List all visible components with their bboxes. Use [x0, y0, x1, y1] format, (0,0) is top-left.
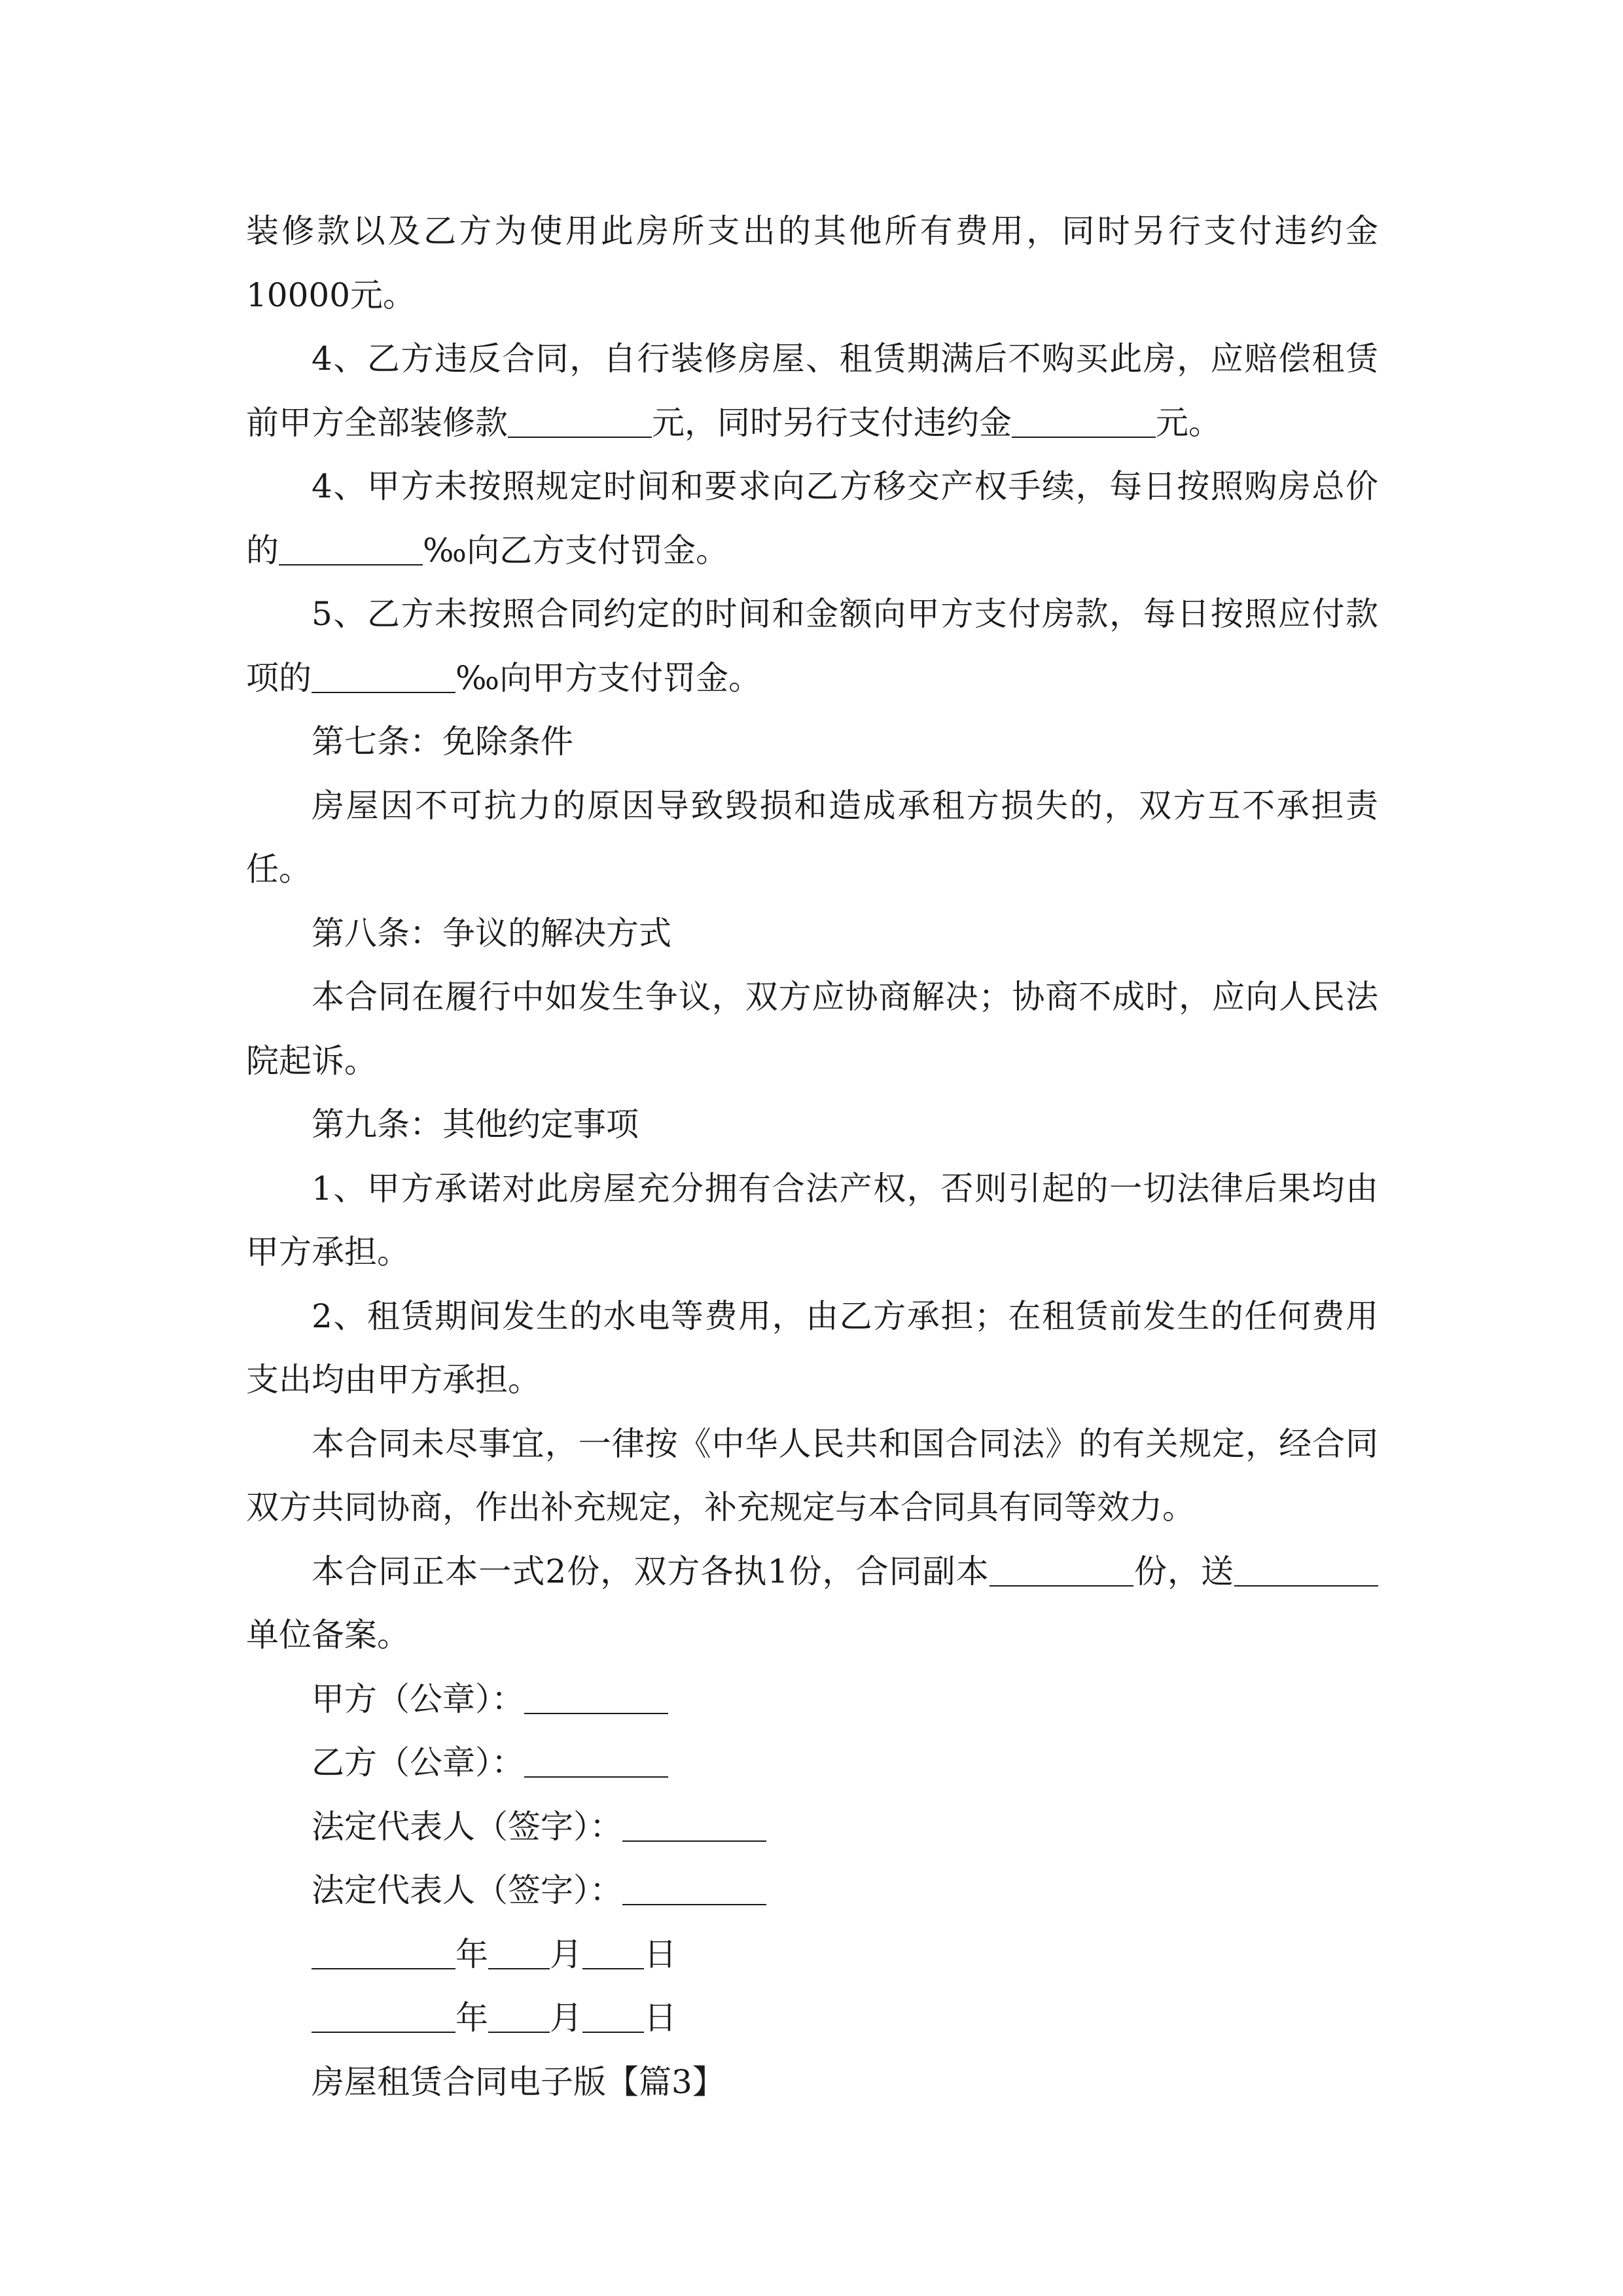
- signature-label: 乙方（公章）：: [312, 1744, 524, 1782]
- clause-text: 4、甲方未按照规定时间和要求向乙方移交产权手续，每日按照购房总价的: [246, 467, 1378, 569]
- month-label: 月: [550, 1935, 582, 1973]
- signature-rep-2: [246, 1859, 1378, 1923]
- paragraph-clause-4-title-transfer: [246, 455, 1378, 583]
- next-section-title: 房屋租赁合同电子版【篇3】: [312, 2062, 725, 2101]
- month-label: 月: [550, 1999, 582, 2037]
- clause-text: 5、乙方未按照合同约定的时间和金额向甲方支付房款，每日按照应付款项的: [246, 595, 1378, 697]
- clause-text: 4、乙方违反合同，自行装修房屋、租赁期满后不购买此房，应赔偿租赁前甲方全部装修款: [246, 340, 1378, 442]
- fill-blank: [1012, 404, 1156, 438]
- year-blank: [312, 1999, 455, 2033]
- signature-party-a: [246, 1668, 1378, 1732]
- contract-body: [246, 200, 1378, 2114]
- date-line-1: [246, 1923, 1378, 1987]
- day-blank: [582, 1935, 644, 1969]
- signature-blank: [524, 1744, 668, 1778]
- signature-label: 法定代表人（签字）：: [312, 1871, 622, 1909]
- signature-party-b: [246, 1731, 1378, 1795]
- copies-clause: [246, 1540, 1378, 1668]
- article-8-heading: 第八条：争议的解决方式: [312, 914, 671, 952]
- article-9-item-2: 2、租赁期间发生的水电等费用，由乙方承担；在租赁前发生的任何费用支出均由甲方承担。: [246, 1297, 1378, 1399]
- year-blank: [312, 1935, 455, 1969]
- signature-blank: [524, 1680, 668, 1714]
- fill-blank: [508, 404, 652, 438]
- signature-rep-1: [246, 1795, 1378, 1859]
- month-blank: [488, 1999, 550, 2033]
- date-line-2: [246, 1986, 1378, 2051]
- clause-text: 元，同时另行支付违约金: [652, 403, 1012, 442]
- signature-blank: [622, 1808, 766, 1842]
- article-9-heading: 第九条：其他约定事项: [312, 1105, 639, 1143]
- day-label: 日: [644, 1935, 677, 1973]
- paragraph-continued: 装修款以及乙方为使用此房所支出的其他所有费用，同时另行支付违约金10000元。: [246, 212, 1378, 314]
- clause-text: 单位备案。: [246, 1616, 410, 1654]
- article-7-body: 房屋因不可抗力的原因导致毁损和造成承租方损失的，双方互不承担责任。: [246, 786, 1378, 888]
- clause-text: 本合同正本一式2份，双方各执1份，合同副本: [312, 1552, 990, 1590]
- clause-text: ‰向乙方支付罚金。: [423, 531, 729, 569]
- fill-blank: [312, 659, 455, 693]
- supplementary-clause: 本合同未尽事宜，一律按《中华人民共和国合同法》的有关规定，经合同双方共同协商，作出补充规定，补充规定与本合同具有同等效力。: [246, 1424, 1378, 1526]
- article-9-item-1: 1、甲方承诺对此房屋充分拥有合法产权，否则引起的一切法律后果均由甲方承担。: [246, 1169, 1378, 1271]
- clause-text: 份，送: [1133, 1552, 1235, 1590]
- fill-blank: [1234, 1552, 1378, 1587]
- day-blank: [582, 1999, 644, 2033]
- day-label: 日: [644, 1999, 677, 2037]
- clause-text: 元。: [1156, 403, 1221, 442]
- year-label: 年: [455, 1999, 488, 2037]
- clause-text: ‰向甲方支付罚金。: [455, 658, 762, 697]
- year-label: 年: [455, 1935, 488, 1973]
- fill-blank: [990, 1552, 1133, 1587]
- fill-blank: [279, 531, 423, 565]
- paragraph-clause-4-renovation: [246, 327, 1378, 455]
- signature-blank: [622, 1871, 766, 1905]
- signature-label: 法定代表人（签字）：: [312, 1807, 622, 1846]
- month-blank: [488, 1935, 550, 1969]
- paragraph-clause-5-payment: [246, 583, 1378, 710]
- article-7-heading: 第七条：免除条件: [312, 723, 573, 761]
- article-8-body: 本合同在履行中如发生争议，双方应协商解决；协商不成时，应向人民法院起诉。: [246, 978, 1378, 1080]
- signature-label: 甲方（公章）：: [312, 1679, 524, 1718]
